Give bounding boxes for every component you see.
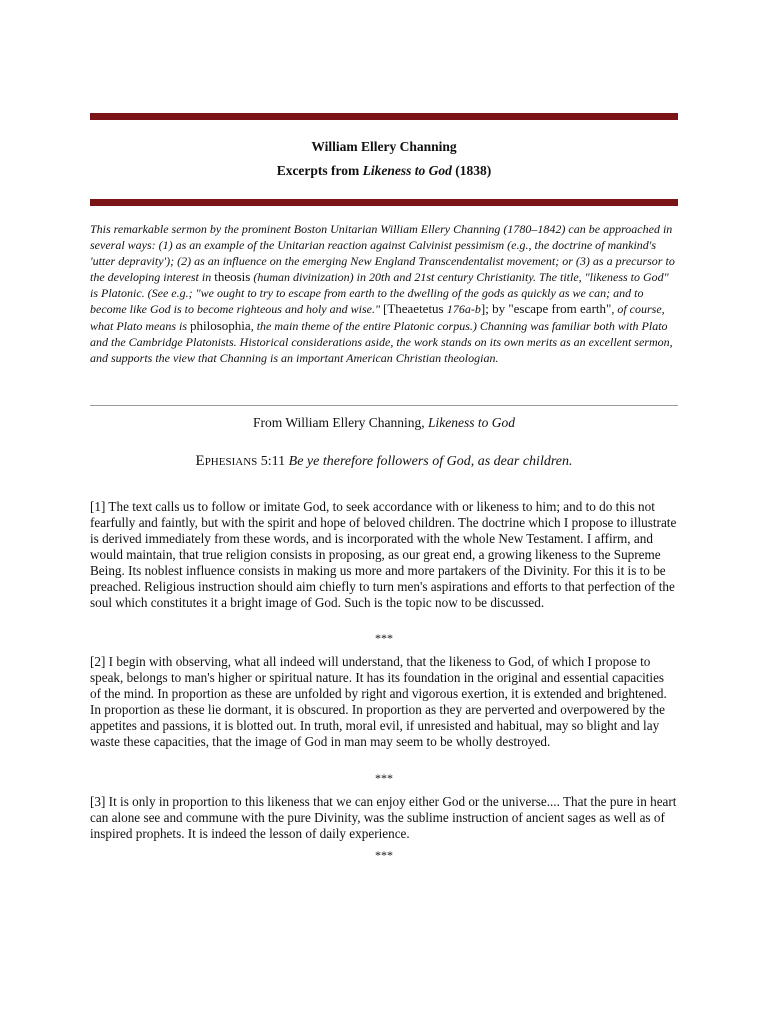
section-separator: *** — [375, 848, 393, 862]
page-subtitle — [90, 163, 678, 179]
scripture-verse — [90, 453, 678, 470]
verse-book: PHESIANS — [204, 456, 258, 468]
section-separator: *** — [375, 771, 393, 785]
theosis-term: theosis — [214, 269, 251, 285]
page-title: William Ellery Channing — [311, 139, 457, 154]
subtitle-year: (1838) — [451, 163, 492, 178]
paragraph-2: [2] I begin with observing, what all indeed will understand, that the likeness to God, of which I propose to speak, belongs to man's higher or spiritual nature. It has its foundation in the original and essential capacities of the mind. In proportion as these are unfolded by right and vigorous exertion, it is extended and brightened. In proportion as these lie dormant, it is obscured. In proportion as they are perverted and overpowered by the appetites and passions, it is blotted out. In truth, moral evil, if unresisted and habitual, may so blight and lay waste these capacities, that the image of God in man may seem to be wholly destroyed. — [90, 654, 667, 749]
header-bottom-rule — [90, 199, 678, 206]
verse-reference: 5:11 — [257, 454, 289, 469]
theaetetus-ref: 176a-b — [446, 302, 481, 317]
subtitle-work: Likeness to God — [362, 163, 452, 178]
philosophia-term: philosophia — [190, 317, 251, 333]
source-line: From William Ellery Channing, Likeness to God — [252, 415, 516, 430]
source-work: Likeness to God — [428, 415, 516, 430]
paragraph-1: [1] The text calls us to follow or imitate God, to seek accordance with or likeness to him; and to do this not fearfully and faintly, but with the spirit and hope of beloved children. The doctrine which I propose to illustrate is derived immediately from these words, and is incorporated with the whole New Testament. I affirm, and would maintain, that true religion consists in proposing, as our great end, a growing likeness to the Supreme Being. Its noblest influence consists in making us more and more partakers of the Divinity. For this it is to be preached. Religious instruction should aim chiefly to turn men's aspirations and efforts to that perfection of the soul which constitutes it a bright image of God. Such is the topic now to be discussed. — [90, 499, 677, 610]
top-rule — [90, 113, 678, 120]
verse-book-initial: E — [195, 453, 205, 469]
intro-paragraph: This remarkable sermon by the prominent Boston Unitarian William Ellery Channing (1780–1842) can be approached in several ways: (1) as an example of the Unitarian reaction against Calvinist pessimism (e.g., the doctrine of mankind's 'utter depravity'); (2) as an influence on the emerging New England Transcendentalist movement; or (3) as a precursor to the developing interest in theosis (human divinization) in 20th and 21st century Christianity. The title, "likeness to God" is Platonic. (See e.g.; "we ought to try to escape from earth to the dwelling of the gods as quickly as we can; and to become like God is to become righteous and holy and wise." [Theaetetus 176a-b]; by "escape from earth", of course, what Plato means is philosophia, the main theme of the entire Platonic corpus.) Channing was familiar both with Plato and the Cambridge Platonists. Historical considerations aside, the work stands on its own merits as an excellent sermon, and supports the view that Channing is an important American Christian theologian. — [90, 222, 675, 365]
subtitle-prefix: Excerpts from — [276, 163, 363, 178]
paragraph-3: [3] It is only in proportion to this likeness that we can enjoy either God or the universe.... That the pure in heart can alone see and commune with the pure Divinity, was the sublime instruction of ancient sages as well as of inspired prophets. It is indeed the lesson of daily experience. — [90, 794, 677, 841]
verse-text: Be ye therefore followers of God, as dear children. — [288, 454, 573, 469]
section-separator: *** — [375, 631, 393, 645]
intro-divider — [90, 405, 678, 406]
